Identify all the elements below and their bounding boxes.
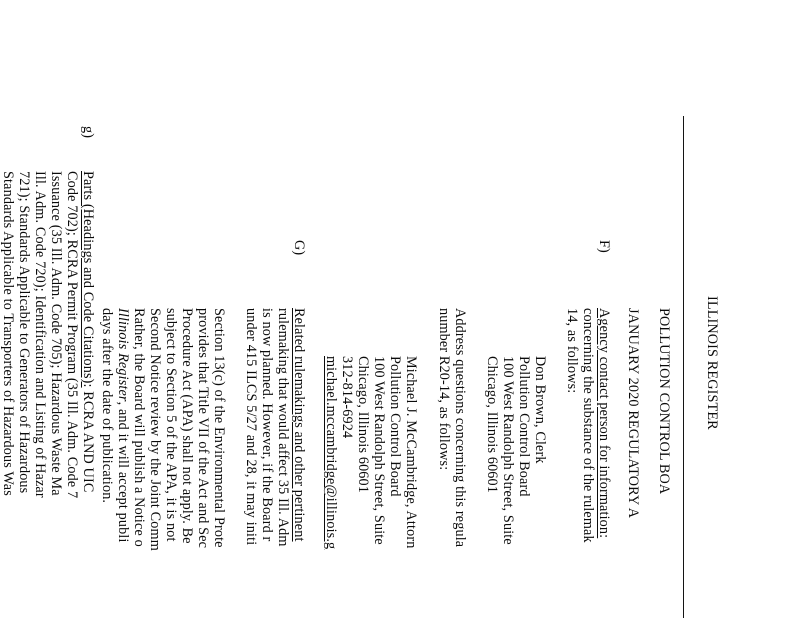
section-g-marker: G) <box>291 240 307 256</box>
contact-2-line-3: 100 West Randolph Street, Suite <box>371 356 387 545</box>
section-g-para-2: provides that Title VII of the Act and Sec <box>195 308 211 549</box>
contact-2-email-link[interactable]: michael.mccambridge@illinois.g <box>323 356 339 550</box>
section-g-line-4: under 415 ILCS 5/27 and 28, it may initi <box>243 308 259 546</box>
section-h-line-3: Issuance (35 Ill. Adm. Code 705); Hazardous Waste Ma <box>48 171 64 496</box>
section-h-line-6: Standards Applicable to Transporters of Hazardous Was <box>0 171 16 496</box>
section-h-line-4: Ill. Adm. Code 720); Identification and Listing of Hazar <box>32 171 48 498</box>
section-h-line-2: Code 702); RCRA Permit Program (35 Ill. Adm. Code 7 <box>64 171 80 499</box>
section-g-para-3: Procedure Act (APA) shall not apply. Be <box>179 308 195 544</box>
contact-1-line-2: Pollution Control Board <box>516 356 532 497</box>
section-g-line-1 <box>291 308 307 542</box>
section-f-line-1 <box>596 308 612 538</box>
section-h-line-1 <box>80 171 96 492</box>
section-h-line-5: 721); Standards Applicable to Generators of Hazardous <box>16 171 32 494</box>
section-g-line-2: rulemaking that would affect 35 Ill. Adm <box>275 308 291 547</box>
agency-name: POLLUTION CONTROL BOA <box>656 308 672 495</box>
section-g-para-7 <box>115 308 131 543</box>
section-g-lead: Related rulemakings and other pertinent <box>291 308 307 542</box>
section-f-lead: Agency contact person for information: <box>596 308 612 539</box>
contact-2-email <box>323 356 339 549</box>
contact-2-line-4: Chicago, Illinois 60601 <box>355 356 371 494</box>
contact-1-line-4: Chicago, Illinois 60601 <box>484 356 500 494</box>
register-header: ILLINOIS REGISTER <box>704 296 720 430</box>
questions-line-1: Address questions concerning this regula <box>452 308 468 548</box>
section-g-para-8: days after the date of publication. <box>99 308 115 504</box>
section-g-para-7-rest: , and it will accept publi <box>115 401 131 543</box>
rotated-document-body <box>0 58 720 618</box>
section-g-para-5: Second Notice review by the Joint Comm <box>147 308 163 551</box>
contact-2-line-1: Michael J. McCambridge, Attorn <box>403 356 419 549</box>
section-h-lead: Parts (Headings and Code Citations): <box>80 171 96 388</box>
section-h-lead-rest: RCRA AND UIC <box>80 387 96 493</box>
questions-line-2: number R20-14, as follows: <box>436 308 452 471</box>
illinois-register-italic: Illinois Register <box>115 308 131 402</box>
contact-2-line-5: 312-814-6924 <box>339 356 355 439</box>
notice-title: JANUARY 2020 REGULATORY A <box>625 308 641 519</box>
contact-1-line-1: Don Brown, Clerk <box>532 356 548 464</box>
section-f-marker: F) <box>596 240 612 253</box>
section-g-para-6: Rather, the Board will publish a Notice o <box>131 308 147 547</box>
section-g-para-4: subject to Section 5 of the APA, it is not <box>163 308 179 542</box>
header-rule <box>683 116 684 618</box>
section-g-line-3: is now planned. However, if the Board r <box>259 308 275 542</box>
section-h-marker: g) <box>80 126 96 139</box>
section-f-line-2: concerning the substance of the rulemak <box>580 308 596 543</box>
section-g-para-1: Section 13(c) of the Environmental Prote <box>211 308 227 548</box>
section-f-line-3: 14, as follows: <box>564 308 580 394</box>
contact-2-line-2: Pollution Control Board <box>387 356 403 497</box>
contact-1-line-3: 100 West Randolph Street, Suite <box>500 356 516 545</box>
